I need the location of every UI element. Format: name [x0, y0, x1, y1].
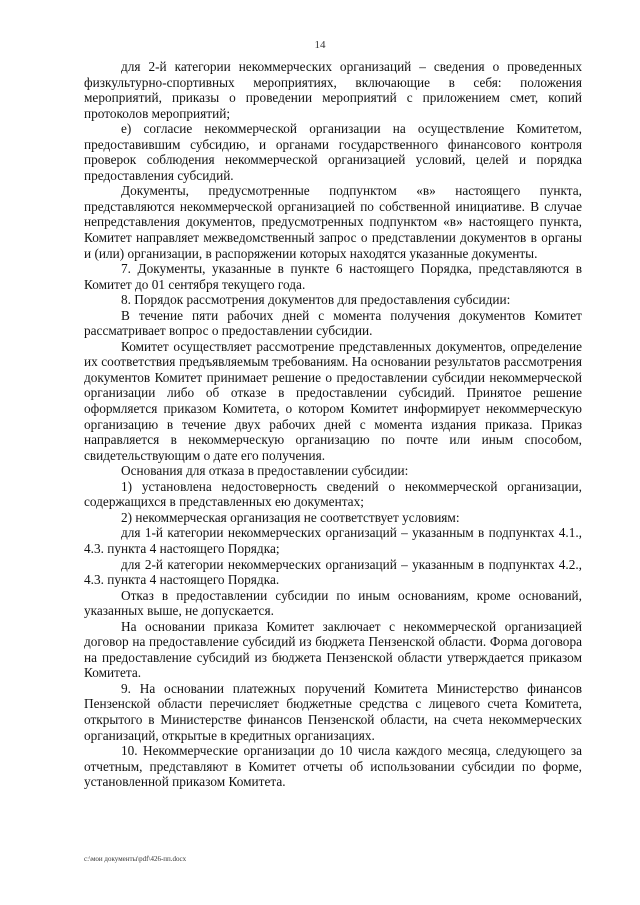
paragraph: 7. Документы, указанные в пункте 6 настоящего Порядка, представляются в Комитет до 01 сентября текущего года. [84, 261, 582, 292]
paragraph: 9. На основании платежных поручений Комитета Министерство финансов Пензенской области перечисляет бюджетные средства с лицевого счета Комитета, открытого в Министерстве финансов Пензенской области, на счета некоммерческих организаций, открытые в кредитных организациях. [84, 680, 582, 743]
paragraph: На основании приказа Комитет заключает с некоммерческой организацией договор на предоставление субсидий из бюджета Пензенской области. Форма договора на предоставление субсидий из бюджета Пензенской области утверждается приказом Комитета. [84, 618, 582, 681]
paragraph: Комитет осуществляет рассмотрение представленных документов, определение их соответствия предъявляемым требованиям. На основании результатов рассмотрения документов Комитет принимает решение о предоставлении субсидии некоммерческой организации либо об отказе в предоставлении субсидий. Принятое решение оформляется приказом Комитета, о котором Комитет информирует некоммерческую организацию в течение двух рабочих дней с момента издания приказа. Приказ направляется в некоммерческую организацию по почте или иным способом, свидетельствующим о дате его получения. [84, 338, 582, 463]
page-number: 14 [314, 39, 326, 51]
paragraph: В течение пяти рабочих дней с момента получения документов Комитет рассматривает вопрос о предоставлении субсидии. [84, 307, 582, 339]
paragraph: для 1-й категории некоммерческих организаций – указанным в подпунктах 4.1., 4.3. пункта 4 настоящего Порядка; [84, 525, 582, 556]
paragraph: для 2-й категории некоммерческих организаций – указанным в подпунктах 4.2., 4.3. пункта 4 настоящего Порядка. [84, 556, 582, 588]
footer-file-path: c:\мои документы\pdf\426-пп.docx [84, 855, 187, 863]
paragraph: е) согласие некоммерческой организации на осуществление Комитетом, предоставившим субсидию, и органами государственного финансового контроля проверок соблюдения некоммерческой организацией условий, целей и порядка предоставления субсидий. [84, 121, 582, 183]
paragraph: 1) установлена недостоверность сведений о некоммерческой организации, содержащихся в представленных ею документах; [84, 478, 582, 510]
document-body [84, 59, 582, 790]
paragraph: для 2-й категории некоммерческих организаций – сведения о проведенных физкультурно-спортивных мероприятиях, включающие в себя: положения мероприятий, приказы о проведении мероприятий с приложением смет, копий протоколов мероприятий; [84, 59, 582, 121]
paragraph: Отказ в предоставлении субсидии по иным основаниям, кроме оснований, указанных выше, не допускается. [84, 587, 582, 619]
paragraph: 8. Порядок рассмотрения документов для предоставления субсидии: [121, 292, 511, 308]
paragraph: 2) некоммерческая организация не соответствует условиям: [121, 509, 460, 525]
paragraph: Документы, предусмотренные подпунктом «в» настоящего пункта, представляются некоммерческой организацией по собственной инициативе. В случае непредставления документов, предусмотренных подпунктом «в» настоящего пункта, Комитет направляет межведомственный запрос о представлении документов в органы и (или) организации, в распоряжении которых находятся указанные документы. [84, 183, 582, 261]
paragraph: 10. Некоммерческие организации до 10 числа каждого месяца, следующего за отчетным, представляют в Комитет отчеты об использовании субсидии по форме, установленной приказом Комитета. [84, 743, 582, 790]
paragraph: Основания для отказа в предоставлении субсидии: [121, 463, 409, 479]
